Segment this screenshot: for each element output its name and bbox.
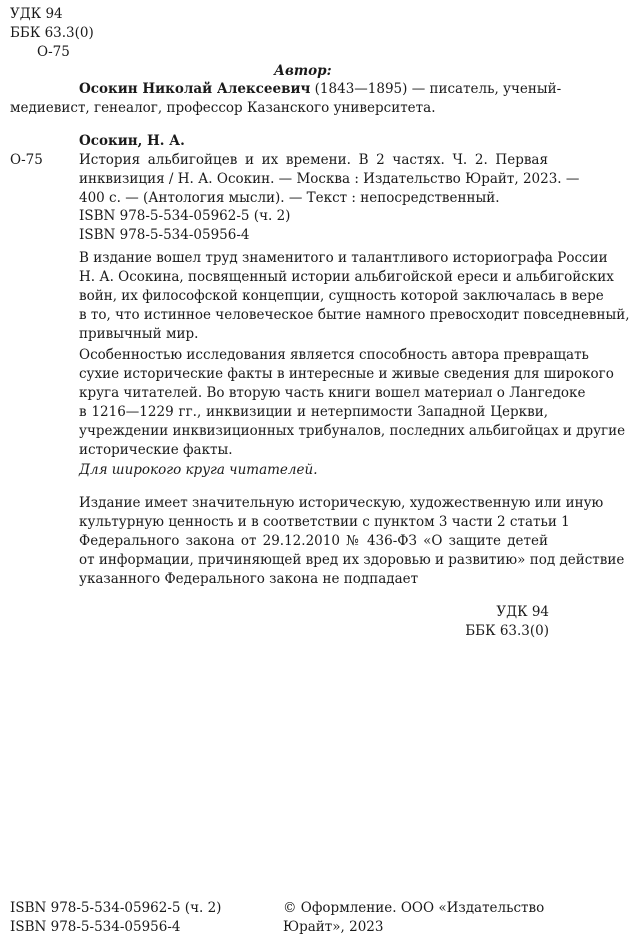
- legal-line-3: Федерального закона от 29.12.2010 № 436-ФЗ «О защите детей: [79, 533, 548, 549]
- author-bio-rest: (1843—1895) — писатель, ученый-: [314, 81, 562, 97]
- annotation-p2-line-6: исторические факты.: [79, 442, 233, 458]
- footer-isbn-part: ISBN 978-5-534-05962-5 (ч. 2): [10, 900, 222, 916]
- udk-code: УДК 94: [10, 6, 63, 22]
- footer-isbn-set: ISBN 978-5-534-05956-4: [10, 919, 181, 935]
- isbn-set: ISBN 978-5-534-05956-4: [79, 227, 250, 243]
- annotation-p2-line-3: круга читателей. Во вторую часть книги вошел материал о Лангедоке: [79, 385, 586, 401]
- biblio-sign: О-75: [10, 152, 43, 168]
- author-sign: О-75: [37, 44, 70, 60]
- annotation-p1-line-4: в то, что истинное человеческое бытие намного превосходит повседневный,: [79, 307, 630, 323]
- annotation-p2-line-2: сухие исторические факты в интересные и живые сведения для широкого: [79, 366, 614, 382]
- legal-bbk: ББК 63.3(0): [465, 623, 549, 639]
- author-bio-line1: [79, 80, 562, 100]
- biblio-line-3: 400 с. — (Антология мысли). — Текст : непосредственный.: [79, 190, 500, 206]
- author-label: Автор:: [274, 63, 332, 79]
- legal-line-1: Издание имеет значительную историческую, художественную или иную: [79, 495, 604, 511]
- annotation-p1-line-1: В издание вошел труд знаменитого и талантливого историографа России: [79, 250, 608, 266]
- legal-line-5: указанного Федерального закона не подпадает: [79, 571, 419, 587]
- annotation-p1-line-3: войн, их философской концепции, сущность которой заключалась в вере: [79, 288, 604, 304]
- legal-line-2: культурную ценность и в соответствии с пунктом 3 части 2 статьи 1: [79, 514, 570, 530]
- author-name: Осокин Николай Алексеевич: [79, 81, 311, 97]
- annotation-p1-line-2: Н. А. Осокина, посвященный истории альбигойской ереси и альбигойских: [79, 269, 614, 285]
- legal-line-4: от информации, причиняющей вред их здоровью и развитию» под действие: [79, 552, 625, 568]
- annotation-p2-line-4: в 1216—1229 гг., инквизиции и нетерпимости Западной Церкви,: [79, 404, 548, 420]
- legal-udk: УДК 94: [496, 604, 549, 620]
- audience-note: Для широкого круга читателей.: [79, 462, 318, 478]
- author-bio-line2: медиевист, генеалог, профессор Казанского университета.: [10, 100, 436, 116]
- copyright-line-1: © Оформление. ООО «Издательство: [283, 900, 545, 916]
- biblio-line-1: История альбигойцев и их времени. В 2 частях. Ч. 2. Первая: [79, 152, 548, 168]
- annotation-p1-line-5: привычный мир.: [79, 326, 199, 342]
- isbn-part: ISBN 978-5-534-05962-5 (ч. 2): [79, 208, 291, 224]
- copyright-line-2: Юрайт», 2023: [283, 919, 384, 935]
- annotation-p2-line-5: учреждении инквизиционных трибуналов, последних альбигойцах и другие: [79, 423, 626, 439]
- biblio-heading: Осокин, Н. А.: [79, 133, 185, 149]
- bbk-code: ББК 63.3(0): [10, 25, 94, 41]
- annotation-p2-line-1: Особенностью исследования является способность автора превращать: [79, 347, 589, 363]
- biblio-line-2: инквизиция / Н. А. Осокин. — Москва : Издательство Юрайт, 2023. —: [79, 171, 580, 187]
